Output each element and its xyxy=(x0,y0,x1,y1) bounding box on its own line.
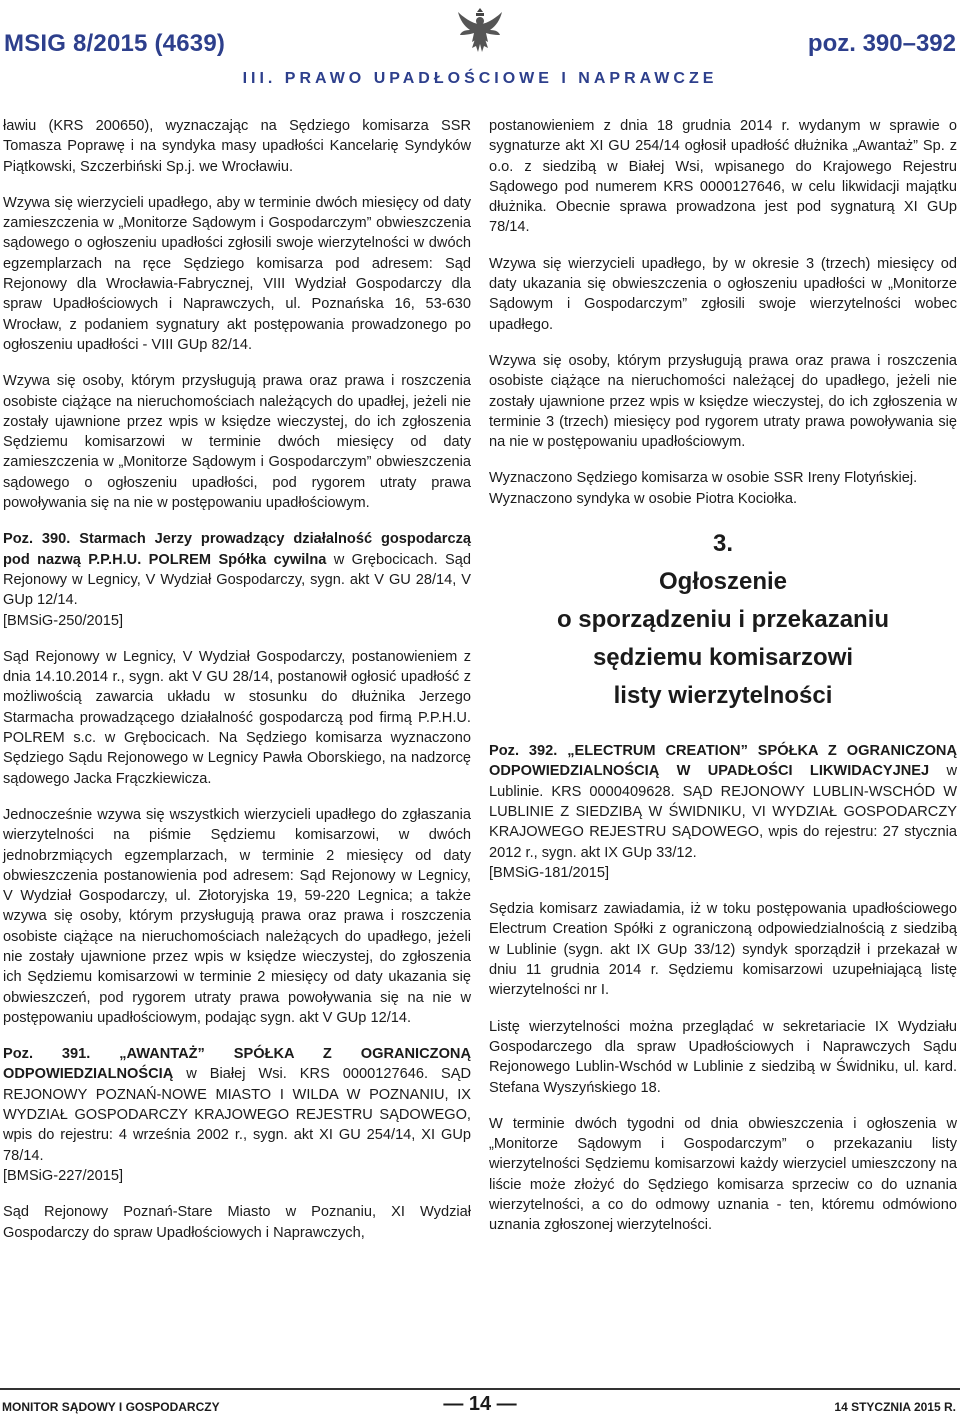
left-column xyxy=(3,116,471,1259)
entry-391-heading xyxy=(3,1044,471,1166)
paragraph: Listę wierzytelności można przeglądać w sekretariacie IX Wydziału Gospodarczego dla spraw Upadłościowych i Naprawczych Sądu Rejonowego Lublin-Wschód w Lublinie z siedzibą w Świdniku, ul. kard. Stefana Wyszyńskiego 18. xyxy=(489,1018,957,1096)
paragraph: ławiu (KRS 200650), wyznaczając na Sędziego komisarza SSR Tomasza Poprawę i na syndyka masy upadłości Kancelarię Syndyków Piątkowski, Szczerbiński Sp.j. we Wrocławiu. xyxy=(3,118,471,175)
entry-391-ref: [BMSiG-227/2015] xyxy=(3,1167,124,1184)
paragraph: Sąd Rejonowy w Legnicy, V Wydział Gospodarczy, postanowieniem z dnia 14.10.2014 r., sygn. akt V GU 28/14, postanowił ogłosić upadłość z możliwością zawarcia układu w stosunku do dłużnika Jerzego Starmacha prowadzącego działalność gospodarczą pod firmą P.P.H.U. POLREM s.c. w Grębocicach. Na Sędziego komisarza wyznaczono Sędziego Sądu Rejonowego w Legnicy Pawła Oborskiego, na nadzorcę sądowego Jacka Frączkiewicza. xyxy=(3,648,471,787)
paragraph: Wzywa się wierzycieli upadłego, by w okresie 3 (trzech) miesięcy od daty ukazania się obwieszczenia o ogłoszeniu upadłości w „Monitorze Sądowym i Gospodarczym” zgłosili swoje wierzytelności wobec upadłego. xyxy=(489,255,957,333)
entry-390-ref: [BMSiG-250/2015] xyxy=(3,612,124,629)
paragraph: Sąd Rejonowy Poznań-Stare Miasto w Poznaniu, XI Wydział Gospodarczy do spraw Upadłościowych i Naprawczych, xyxy=(3,1204,471,1241)
eagle-emblem-icon xyxy=(456,2,504,58)
page-number: — 14 — xyxy=(443,1393,517,1415)
entry-391-title: Poz. 391. „AWANTAŻ” SPÓŁKA Z OGRANICZONĄ ODPOWIEDZIALNOŚCIĄ xyxy=(3,1046,471,1083)
entry-390-title: Poz. 390. Starmach Jerzy prowadzący działalność gospodarczą pod nazwą P.P.H.U. POLREM Spółka cywilna xyxy=(3,531,471,568)
positions-range: poz. 390–392 xyxy=(807,30,956,57)
heading-line: sędziemu komisarzowi xyxy=(592,644,854,672)
heading-line: listy wierzytelności xyxy=(613,682,833,710)
entry-392-details: w Lublinie. KRS 0000409628. SĄD REJONOWY LUBLIN-WSCHÓD W LUBLINIE Z SIEDZIBĄ W ŚWIDNIKU, VI WYDZIAŁ GOSPODARCZY KRAJOWEGO REJESTRU SĄDOWEGO, wpis do rejestru: 27 stycznia 2012 r., sygn. akt IX GUp 33/12. xyxy=(489,763,957,861)
entry-392-ref: [BMSiG-181/2015] xyxy=(489,864,610,881)
paragraph: Wyznaczono Sędziego komisarza w osobie SSR Ireny Flotyńskiej. xyxy=(489,470,918,487)
paragraph: postanowieniem z dnia 18 grudnia 2014 r. wydanym w sprawie o sygnaturze akt XI GU 254/14 ogłosił upadłość dłużnika „Awantaż” Sp. z o.o. z siedzibą w Białej Wsi, wpisanego do Krajowego Rejestru Sądowego pod numerem KRS 0000127646, w celu likwidacji majątku dłużnika. Obecnie sprawa prowadzona jest pod sygnaturą XI GUp 78/14. xyxy=(489,118,957,236)
paragraph: Sędzia komisarz zawiadamia, iż w toku postępowania upadłościowego Electrum Creation Spółki z ograniczoną odpowiedzialnością z siedzibą w Lublinie (sygn. akt IX GUp 33/12) syndyk sporządził i przekazał w dniu 11 grudnia 2014 r. Sędziemu komisarzowi uzupełniającą listę wierzytelności nr I. xyxy=(489,901,957,999)
paragraph: Wzywa się osoby, którym przysługują prawa oraz prawa i roszczenia osobiste ciążące na nieruchomości należącej do upadłego, jeżeli nie zostały ujawnione przez wpis w księdze wieczystej, do ich zgłoszenia w terminie 3 (trzech) miesięcy pod rygorem utraty prawa powoływania się na nie w postępowaniu upadłościowym. xyxy=(489,352,957,451)
right-column xyxy=(489,116,957,1252)
section-title: III. PRAWO UPADŁOŚCIOWE I NAPRAWCZE xyxy=(242,70,718,87)
entry-390-details: w Grębocicach. Sąd Rejonowy w Legnicy, V Wydział Gospodarczy, sygn. akt V GU 28/14, V GUp 12/14. xyxy=(3,551,471,609)
entry-390-heading xyxy=(3,529,471,610)
heading-line: o sporządzeniu i przekazaniu xyxy=(556,606,890,634)
publication-date: 14 STYCZNIA 2015 R. xyxy=(834,1400,956,1414)
paragraph: Wzywa się wierzycieli upadłego, aby w terminie dwóch miesięcy od daty zamieszczenia w „Monitorze Sądowym i Gospodarczym” obwieszczenia sądowego o ogłoszeniu upadłości zgłosili swoje wierzytelności w dwóch egzemplarzach na ręce Sędziego komisarza pod adresem: Sąd Rejonowy dla Wrocławia-Fabrycznej, VIII Wydział Gospodarczy dla spraw Upadłościowych i Naprawczych, ul. Poznańska 16, 53-630 Wrocław, z podaniem sygnatury akt postępowania prowadzonego po ogłoszeniu upadłości - VIII GUp 82/14. xyxy=(3,194,471,353)
entry-391-details: w Białej Wsi. KRS 0000127646. SĄD REJONOWY POZNAŃ-NOWE MIASTO I WILDA W POZNANIU, IX WYDZIAŁ GOSPODARCZY KRAJOWEGO REJESTRU SĄDOWEGO, wpis do rejestru: 4 września 2002 r., sygn. akt XI GU 254/14, XI GUp 78/14. xyxy=(3,1066,471,1164)
paragraph: Wzywa się osoby, którym przysługują prawa oraz prawa i roszczenia osobiste ciążące na nieruchomościach należących do upadłej, jeżeli nie zostały ujawnione przez wpis w księdze wieczystej, do ich zgłoszenia Sędziemu komisarzowi w terminie dwóch miesięcy od daty zamieszczenia w „Monitorze Sądowym i Gospodarczym” obwieszczenia sądowego o ogłoszeniu upadłości, pod rygorem utraty prawa powoływania się na nie w postępowaniu upadłościowym. xyxy=(3,373,471,512)
heading-number: 3. xyxy=(712,530,733,558)
entry-392-heading xyxy=(489,741,957,863)
paragraph: W terminie dwóch tygodni od dnia obwieszczenia i ogłoszenia w „Monitorze Sądowym i Gospodarczym” o przekazaniu listy wierzytelności Sędziemu komisarzowi każdy wierzyciel umieszczony na liście może złożyć do Sędziego komisarza sprzeciw co do uznania wierzytelności, a co do odmowy uznania - ten, któremu odmówiono uznania zgłoszonej wierzytelności. xyxy=(489,1115,957,1234)
issue-number: MSIG 8/2015 (4639) xyxy=(4,30,226,57)
footer-divider xyxy=(0,1388,960,1390)
paragraph: Jednocześnie wzywa się wszystkich wierzycieli upadłego do zgłaszania wierzytelności na piśmie Sędziemu komisarzowi, w dwóch jednobrzmiących egzemplarzach, w terminie 2 miesięcy od daty obwieszczenia postanowienia pod adresem: Sąd Rejonowy w Legnicy, V Wydział Gospodarczy, ul. Złotoryjska 19, 59-220 Legnica; a także wzywa się osoby, którym przysługują prawa oraz prawa i roszczenia osobiste ciążące na nieruchomościach należących do upadłego, jeżeli nie zostały ujawnione przez wpis w księdze wieczystej, do zgłoszenia ich Sędziemu komisarzowi w terminie 2 miesięcy od daty ukazania się obwieszczeń, pod rygorem utraty prawa powoływania się na nie w postępowaniu upadłościowym, podając sygn. akt V GUp 12/14. xyxy=(3,806,471,1026)
paragraph: Wyznaczono syndyka w osobie Piotra Kociołka. xyxy=(489,490,798,507)
heading-line: Ogłoszenie xyxy=(658,568,788,596)
publication-name: MONITOR SĄDOWY I GOSPODARCZY xyxy=(2,1400,220,1414)
entry-392-title: Poz. 392. „ELECTRUM CREATION” SPÓŁKA Z OGRANICZONĄ ODPOWIEDZIALNOŚCIĄ W UPADŁOŚCI LIKWIDACYJNEJ xyxy=(489,743,957,780)
